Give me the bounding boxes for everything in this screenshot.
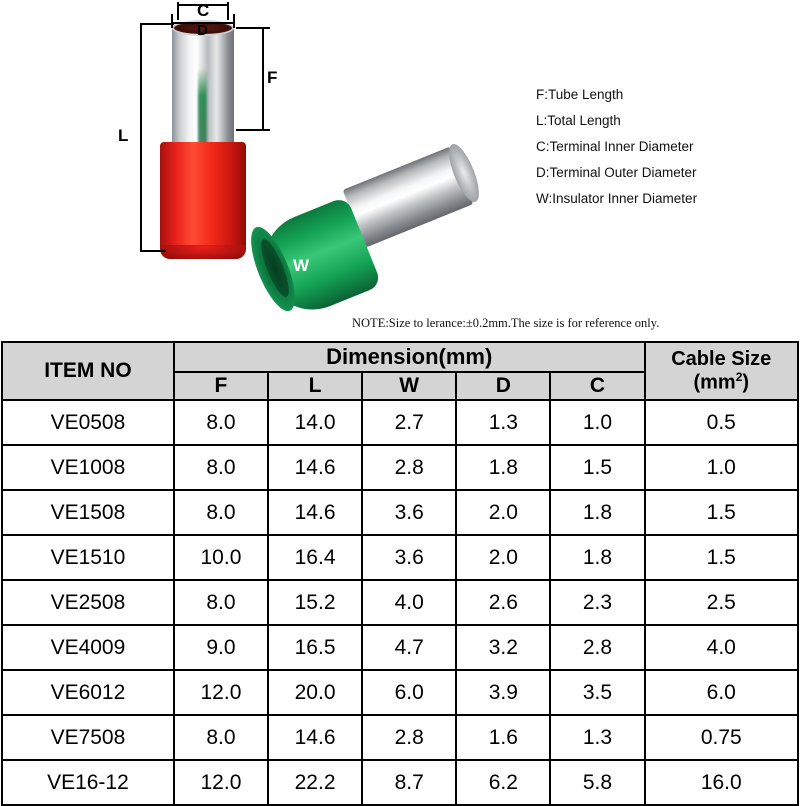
cell-w: 2.7 [362, 400, 456, 445]
cell-cable-size: 2.5 [645, 580, 798, 625]
cell-d: 1.3 [456, 400, 550, 445]
dimension-label-d: D [197, 22, 208, 39]
cell-l: 14.0 [268, 400, 362, 445]
table-body [2, 400, 798, 805]
cell-cable-size: 1.5 [645, 490, 798, 535]
cell-cable-size: 4.0 [645, 625, 798, 670]
table-row [2, 670, 798, 715]
cell-f: 9.0 [174, 625, 268, 670]
cell-cable-size: 16.0 [645, 760, 798, 805]
cell-cable-size: 6.0 [645, 670, 798, 715]
cell-l: 22.2 [268, 760, 362, 805]
cell-c: 5.8 [550, 760, 644, 805]
cable-size-unit: $(mm^2)$ [693, 369, 750, 394]
red-ferrule-metal-tube [172, 28, 234, 152]
dimension-line-l [140, 24, 142, 252]
dimension-tick-f-bottom [236, 129, 270, 131]
column-header-dimension: Dimension(mm) [174, 342, 645, 372]
cell-w: 8.7 [362, 760, 456, 805]
cell-f: 8.0 [174, 445, 268, 490]
dimension-tick-l-top [140, 23, 174, 25]
cell-f: 8.0 [174, 580, 268, 625]
dimension-tick-c-left [177, 2, 179, 20]
cell-w: 6.0 [362, 670, 456, 715]
cell-f: 10.0 [174, 535, 268, 580]
cell-item-no: VE1008 [2, 445, 174, 490]
cell-d: 3.9 [456, 670, 550, 715]
tolerance-note: NOTE:Size to lerance:±0.2mm.The size is for reference only. [352, 316, 660, 330]
dimension-label-l: L [118, 126, 129, 145]
table-row [2, 715, 798, 760]
cell-l: 15.2 [268, 580, 362, 625]
specification-table [1, 341, 799, 806]
cell-l: 16.5 [268, 625, 362, 670]
cell-cable-size: 0.5 [645, 400, 798, 445]
cell-l: 14.6 [268, 490, 362, 535]
column-header-w: W [362, 372, 456, 400]
table-row [2, 445, 798, 490]
cell-f: 12.0 [174, 760, 268, 805]
dimension-label-c: C [197, 1, 210, 20]
table-header [2, 342, 798, 400]
legend-item-w: W:Insulator Inner Diameter [536, 191, 698, 206]
dimension-tick-c-right [227, 2, 229, 20]
cell-c: 1.0 [550, 400, 644, 445]
cell-d: 2.6 [456, 580, 550, 625]
cell-d: 6.2 [456, 760, 550, 805]
cell-w: 4.7 [362, 625, 456, 670]
column-header-item-no: ITEM NO [2, 342, 174, 400]
legend-item-l: L:Total Length [536, 113, 621, 128]
cell-item-no: VE4009 [2, 625, 174, 670]
legend [536, 82, 697, 212]
green-ferrule [258, 150, 488, 310]
table-row [2, 625, 798, 670]
column-header-d: D [456, 372, 550, 400]
dimension-tick-d-right [233, 14, 235, 28]
cell-f: 12.0 [174, 670, 268, 715]
cell-item-no: VE2508 [2, 580, 174, 625]
red-insulator-body [160, 142, 246, 254]
cell-d: 3.2 [456, 625, 550, 670]
cell-item-no: VE1508 [2, 490, 174, 535]
cell-item-no: VE1510 [2, 535, 174, 580]
cable-size-title: Cable Size [671, 347, 772, 370]
dimension-label-w: W [293, 256, 310, 275]
column-header-c: C [550, 372, 644, 400]
cell-f: 8.0 [174, 400, 268, 445]
cell-cable-size: 0.75 [645, 715, 798, 760]
cell-f: 8.0 [174, 490, 268, 535]
cell-item-no: VE6012 [2, 670, 174, 715]
cell-w: 3.6 [362, 490, 456, 535]
cell-cable-size: 1.0 [645, 445, 798, 490]
legend-item-c: C:Terminal Inner Diameter [536, 139, 694, 154]
cell-f: 8.0 [174, 715, 268, 760]
cell-w: 2.8 [362, 445, 456, 490]
cell-l: 14.6 [268, 445, 362, 490]
legend-item-f: F:Tube Length [536, 87, 624, 102]
cell-w: 4.0 [362, 580, 456, 625]
cell-w: 2.8 [362, 715, 456, 760]
cell-d: 2.0 [456, 490, 550, 535]
product-illustration [0, 0, 800, 340]
legend-item-d: D:Terminal Outer Diameter [536, 165, 697, 180]
dimension-line-f [262, 28, 264, 130]
table-row [2, 535, 798, 580]
table-row [2, 580, 798, 625]
dimension-label-f: F [267, 68, 278, 87]
cell-c: 2.8 [550, 625, 644, 670]
metal-reflection [198, 68, 207, 148]
cell-d: 1.8 [456, 445, 550, 490]
column-header-l: L [268, 372, 362, 400]
cell-l: 16.4 [268, 535, 362, 580]
cell-l: 14.6 [268, 715, 362, 760]
dimension-tick-l-bottom [140, 250, 166, 252]
cell-d: 1.6 [456, 715, 550, 760]
cell-c: 1.3 [550, 715, 644, 760]
table-header-row-1 [2, 342, 798, 372]
column-header-f: F [174, 372, 268, 400]
column-header-cable-size [645, 342, 798, 400]
dimension-tick-f-top [236, 27, 270, 29]
cell-item-no: VE16-12 [2, 760, 174, 805]
table-row [2, 400, 798, 445]
cell-cable-size: 1.5 [645, 535, 798, 580]
cell-d: 2.0 [456, 535, 550, 580]
cell-c: 1.5 [550, 445, 644, 490]
cell-w: 3.6 [362, 535, 456, 580]
cell-c: 2.3 [550, 580, 644, 625]
table-row [2, 760, 798, 805]
dimension-tick-d-left [171, 14, 173, 28]
cell-c: 1.8 [550, 490, 644, 535]
cell-item-no: VE7508 [2, 715, 174, 760]
cell-l: 20.0 [268, 670, 362, 715]
cell-c: 3.5 [550, 670, 644, 715]
cell-item-no: VE0508 [2, 400, 174, 445]
cell-c: 1.8 [550, 535, 644, 580]
table-row [2, 490, 798, 535]
